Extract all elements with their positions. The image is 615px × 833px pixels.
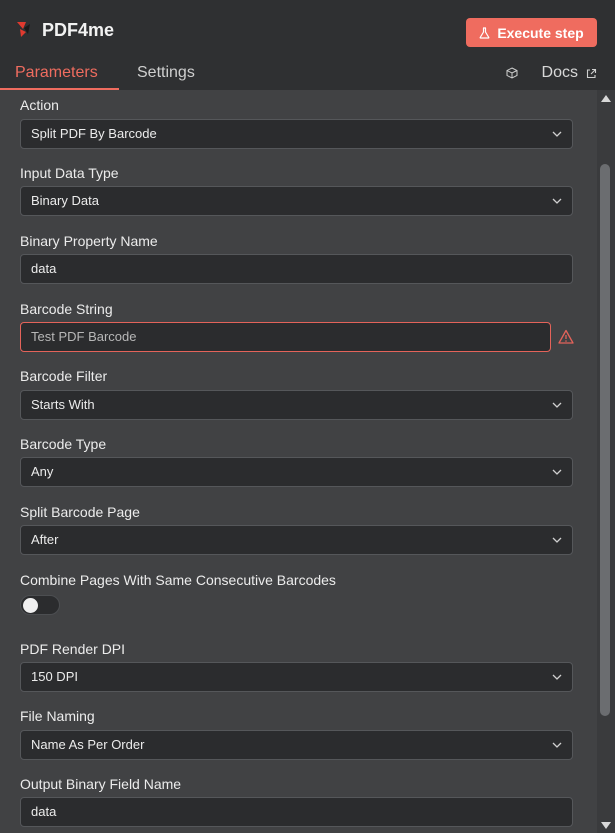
pdf-render-dpi-value: 150 DPI <box>31 669 78 684</box>
field-binary-property-name <box>20 232 573 276</box>
input-data-type-value: Binary Data <box>31 193 99 208</box>
barcode-type-select[interactable] <box>20 457 573 487</box>
barcode-string-label: Barcode String <box>20 301 113 317</box>
output-binary-field-name-label: Output Binary Field Name <box>20 776 182 792</box>
barcode-string-input[interactable] <box>20 322 551 352</box>
node-title: PDF4me <box>42 20 115 40</box>
pdf-render-dpi-label: PDF Render DPI <box>20 641 126 657</box>
panel-header <box>0 0 615 90</box>
chevron-down-icon <box>551 195 563 207</box>
field-file-naming <box>20 707 573 752</box>
field-combine-pages <box>20 571 573 589</box>
scroll-down-arrow-icon[interactable] <box>600 821 612 831</box>
split-barcode-page-select[interactable] <box>20 525 573 555</box>
field-barcode-filter <box>20 367 573 412</box>
vertical-scrollbar[interactable] <box>597 90 615 833</box>
file-naming-select[interactable] <box>20 730 573 760</box>
warning-icon <box>558 329 574 345</box>
field-barcode-string <box>20 300 573 344</box>
flask-icon <box>479 27 490 39</box>
chevron-down-icon <box>551 534 563 546</box>
binary-property-name-label: Binary Property Name <box>20 233 158 249</box>
barcode-filter-label: Barcode Filter <box>20 368 108 384</box>
split-barcode-page-label: Split Barcode Page <box>20 504 140 520</box>
tab-bar <box>0 58 615 90</box>
file-naming-value: Name As Per Order <box>31 737 145 752</box>
split-barcode-page-value: After <box>31 532 59 547</box>
action-value: Split PDF By Barcode <box>31 126 157 141</box>
tab-settings[interactable]: Settings <box>137 64 195 81</box>
cube-icon[interactable] <box>506 67 518 79</box>
chevron-down-icon <box>551 128 563 140</box>
barcode-type-label: Barcode Type <box>20 436 107 452</box>
output-binary-field-name-input[interactable] <box>20 797 573 827</box>
chevron-down-icon <box>551 671 563 683</box>
chevron-down-icon <box>551 399 563 411</box>
field-input-data-type <box>20 164 573 208</box>
parameters-panel <box>0 90 597 833</box>
scrollbar-thumb[interactable] <box>600 164 610 716</box>
execute-step-button[interactable] <box>466 18 597 47</box>
chevron-down-icon <box>551 739 563 751</box>
toggle-knob <box>23 598 38 613</box>
action-label: Action <box>20 97 59 113</box>
barcode-string-placeholder: Test PDF Barcode <box>31 329 137 344</box>
pdf4me-logo-icon <box>14 20 36 40</box>
docs-label: Docs <box>541 64 578 81</box>
combine-pages-toggle[interactable] <box>20 595 60 615</box>
field-pdf-render-dpi <box>20 640 573 684</box>
tab-parameters[interactable]: Parameters <box>15 64 98 81</box>
barcode-filter-value: Starts With <box>31 397 95 412</box>
barcode-type-value: Any <box>31 464 54 479</box>
external-link-icon <box>586 68 597 79</box>
output-binary-field-name-value: data <box>31 804 57 819</box>
input-data-type-label: Input Data Type <box>20 165 119 181</box>
input-data-type-select[interactable] <box>20 186 573 216</box>
pdf-render-dpi-select[interactable] <box>20 662 573 692</box>
scroll-up-arrow-icon[interactable] <box>600 93 612 103</box>
file-naming-label: File Naming <box>20 708 95 724</box>
field-action <box>20 96 573 141</box>
field-split-barcode-page <box>20 503 573 547</box>
action-select[interactable] <box>20 119 573 149</box>
chevron-down-icon <box>551 466 563 478</box>
docs-link[interactable] <box>506 64 597 82</box>
execute-step-label: Execute step <box>497 24 584 41</box>
field-barcode-type <box>20 435 573 479</box>
barcode-filter-select[interactable] <box>20 390 573 420</box>
binary-property-name-value: data <box>31 261 57 276</box>
binary-property-name-input[interactable] <box>20 254 573 284</box>
combine-pages-label: Combine Pages With Same Consecutive Barcodes <box>20 572 336 588</box>
field-output-binary-field-name <box>20 775 573 819</box>
